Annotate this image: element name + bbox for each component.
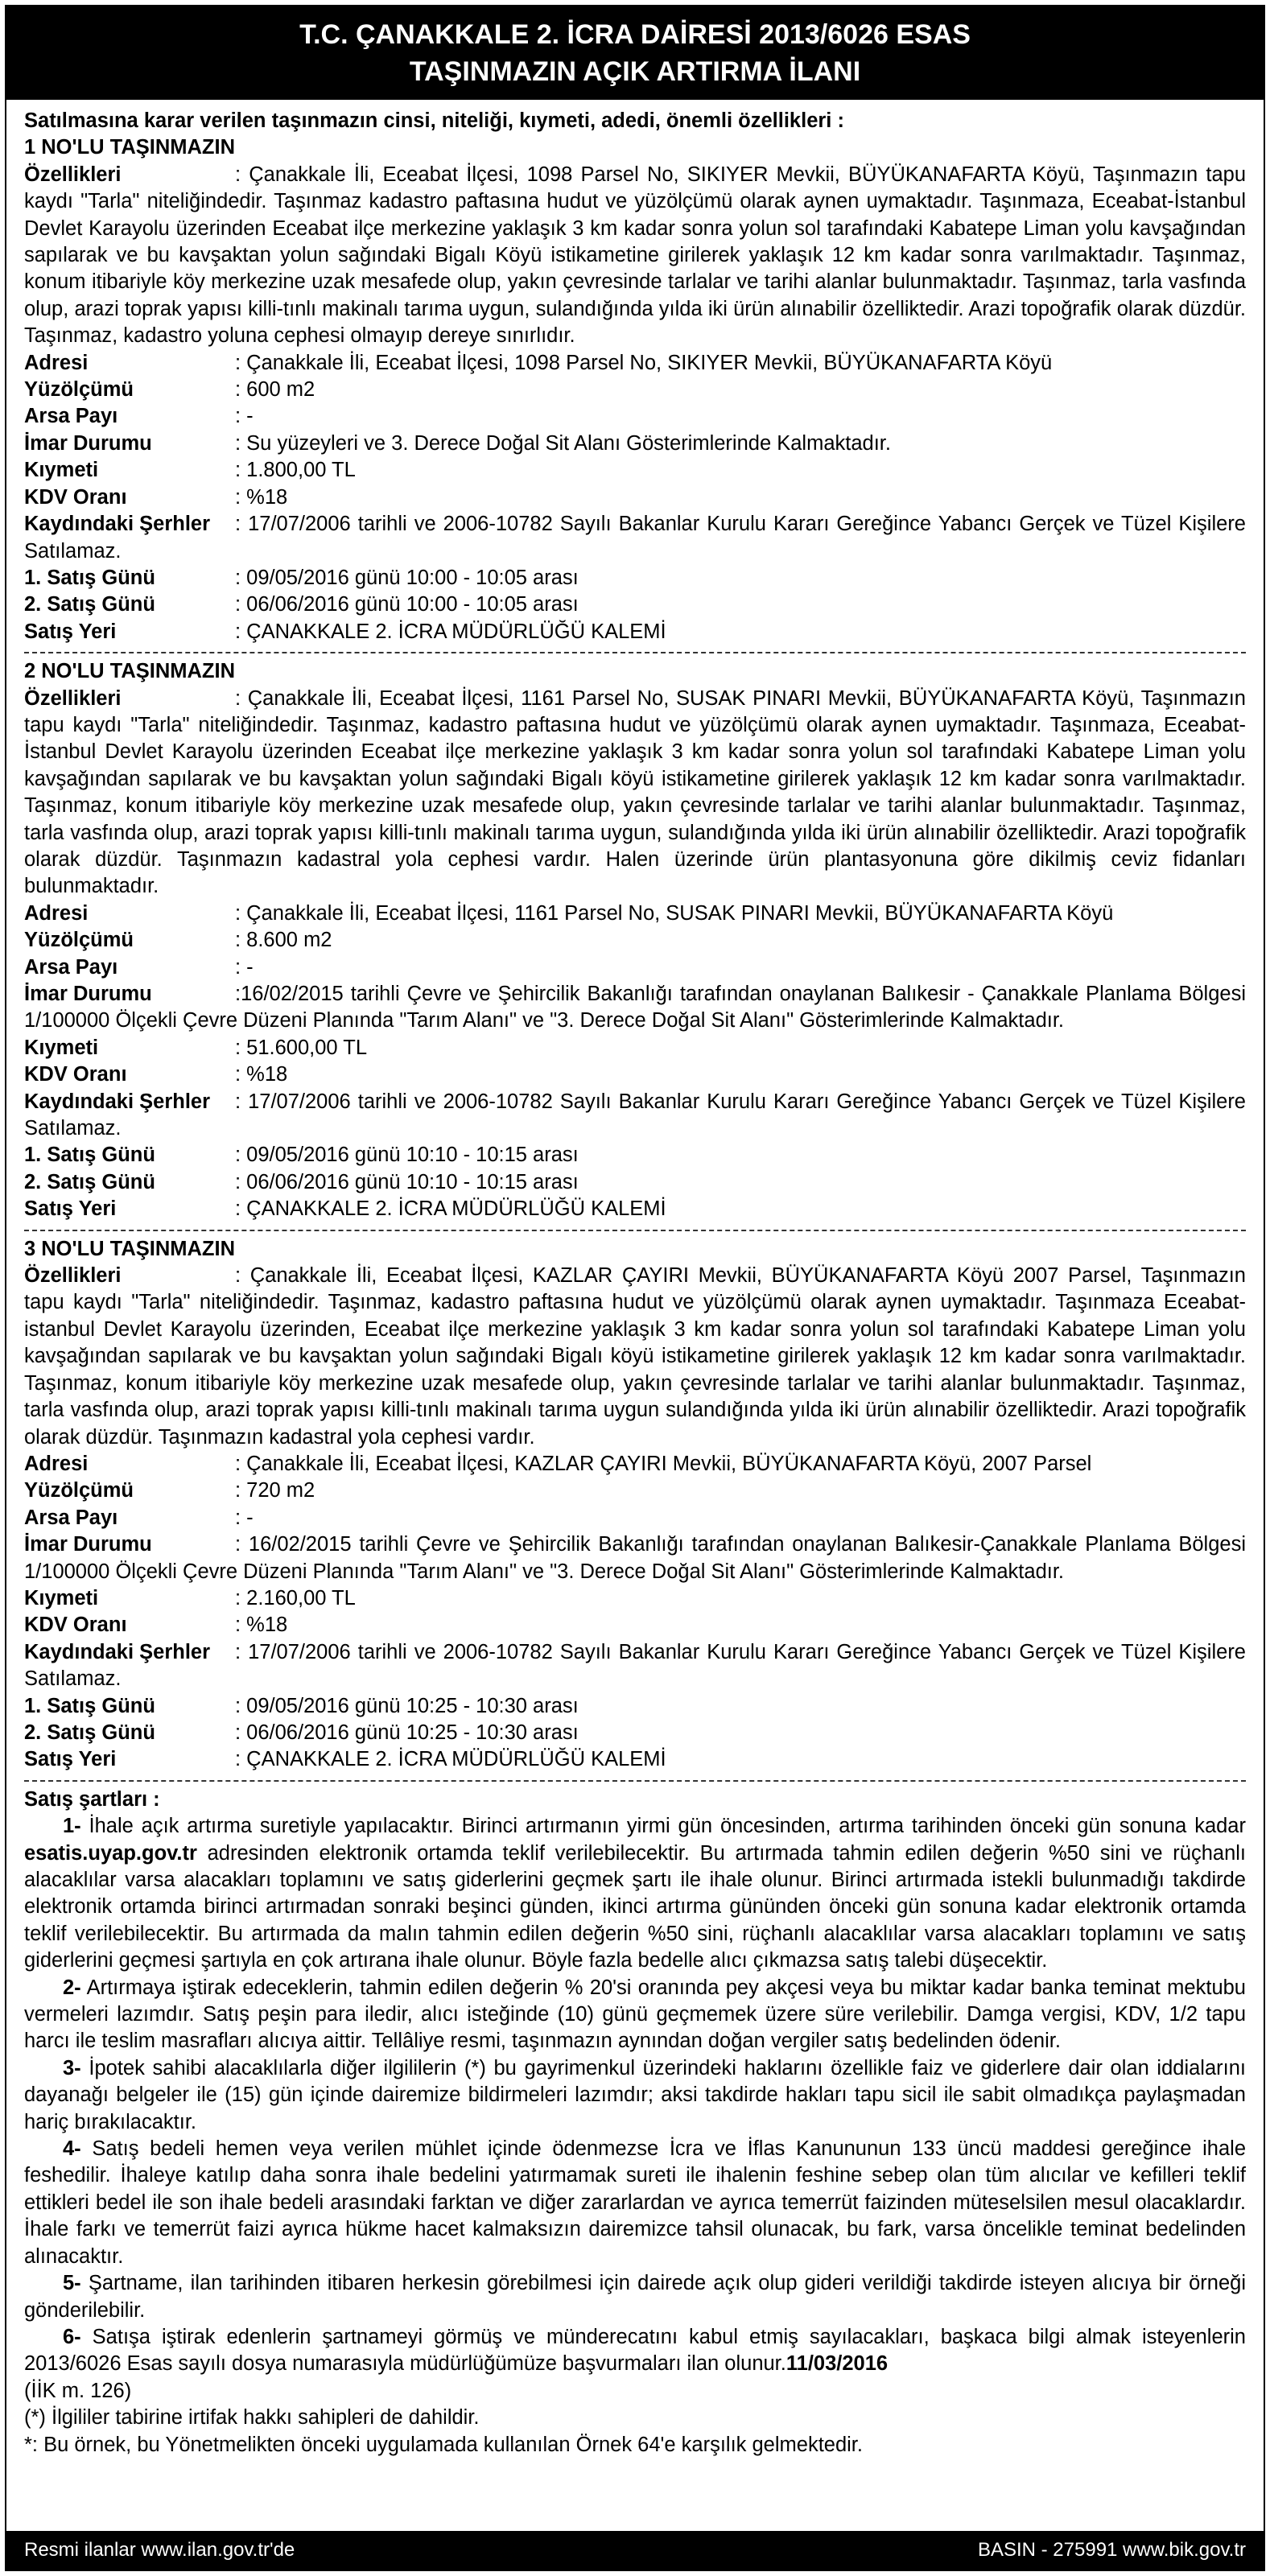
- land-share-label: Arsa Payı: [24, 405, 118, 428]
- address-row: [24, 1451, 1246, 1478]
- annotations-label: Kaydındaki Şerhler: [24, 1090, 211, 1113]
- features-value: : Çanakkale İli, Eceabat İlçesi, 1098 Parsel No, SIKIYER Mevkii, BÜYÜKANAFARTA Köyü, Taşınmazın tapu kaydı "Tarla" niteliğindedir. Taşınmaz kadastro paftasına hudut ve yüzölçümü olarak aynen uymaktadır. Taşınmaza, Eceabat-İstanbul Devlet Karayolu üzerinden Eceabat ilçe merkezine yaklaşık 3 km kadar sonra yolun sol tarafındaki Kabatepe Liman yolu kavşağından sapılarak ve bu kavşaktan yolun sağındaki Bigalı Köyü istikametine girilerek yaklaşık 12 km kadar sonra varılmaktadır. Taşınmaz, konum itibariyle köy merkezine uzak mesafede olup, yakın çevresinde tarlalar ve tarihi alanlar bulunmaktadır. Taşınmaz, tarla vasfında olup, arazi toprak yapısı killi-tınlı makinalı tarıma uygun, sulandığında yılda iki ürün alınabilir özelliktedir. Arazi topoğrafik olarak düzdür. Taşınmaz, kadastro yoluna cephesi olmayıp dereye sınırlıdır.: [24, 163, 1246, 348]
- condition-text: Satış bedeli hemen veya verilen mühlet içinde ödenmezse İcra ve İflas Kanununun 133 üncü maddesi gereğince ihale feshedilir. İhaleye katılıp daha sonra ihale bedelini yatırmamak sureti ile ihalenin feshine sebep olan tüm alıcılar ve kefilleri teklif ettikleri bedel ile son ihale bedeli arasındaki farktan ve diğer zararlardan ve ayrıca temerrüt faizinden müteselsilen mesul olacaklardır. İhale farkı ve temerrüt faizi ayrıca hükme hacet kalmaksızın dairemizce tahsil olunacak, bu fark, varsa öncelikle teminat bedelinden alınacaktır.: [24, 2137, 1246, 2268]
- condition-5: [24, 2270, 1246, 2324]
- sale-conditions: [24, 1787, 1246, 2459]
- parcel-features: [24, 162, 1246, 350]
- sale-date-1-label: 1. Satış Günü: [24, 1144, 155, 1167]
- zoning-row: [24, 981, 1246, 1035]
- condition-number: 1-: [63, 1815, 81, 1838]
- dashed-divider: [24, 1230, 1246, 1231]
- zoning-value: :16/02/2015 tarihli Çevre ve Şehircilik Bakanlığı tarafından onaylanan Balıkesir - Çanakkale Planlama Bölgesi 1/100000 Ölçekli Çevre Düzeni Planında "Tarım Alanı" ve "3. Derece Doğal Sit Alanı" Gösterimlerinde Kalmaktadır.: [24, 983, 1246, 1032]
- header-banner: [6, 6, 1264, 100]
- vat-row: [24, 484, 1246, 511]
- vat-label: KDV Oranı: [24, 1614, 127, 1637]
- parcel-section: [24, 658, 1246, 1223]
- sale-date-2-value: : 06/06/2016 günü 10:00 - 10:05 arası: [235, 593, 579, 616]
- footer-left-text: Resmi ilanlar www.ilan.gov.tr'de: [24, 2539, 295, 2561]
- sale-date-2-value: : 06/06/2016 günü 10:25 - 10:30 arası: [235, 1721, 579, 1744]
- zoning-label: İmar Durumu: [24, 1533, 152, 1556]
- condition-number: 2-: [63, 1976, 81, 1999]
- zoning-row: [24, 431, 1246, 457]
- features-label: Özellikleri: [24, 686, 122, 710]
- sale-place-value: : ÇANAKKALE 2. İCRA MÜDÜRLÜĞÜ KALEMİ: [235, 1197, 666, 1221]
- condition-3: [24, 2055, 1246, 2136]
- sale-date-2-label: 2. Satış Günü: [24, 1721, 155, 1744]
- intro-text: Satılmasına karar verilen taşınmazın cinsi, niteliği, kıymeti, adedi, önemli özellikleri :: [24, 109, 844, 132]
- condition-text: Artırmaya iştirak edeceklerin, tahmin edilen değerin % 20'si oranında pey akçesi veya bu miktar kadar banka teminat mektubu vermeleri lazımdır. Satış peşin para iledir, alıcı isteğinde (10) günü geçmemek üzere süre verilebilir. Damga vergisi, KDV, 1/2 tapu harcı ile teslim masrafları alıcıya aittir. Tellâliye resmi, taşınmazın aynından doğan vergiler satış bedelinden ödenir.: [24, 1976, 1246, 2053]
- condition-1: [24, 1813, 1246, 1974]
- sale-place-row: [24, 1746, 1246, 1773]
- sale-place-row: [24, 619, 1246, 645]
- address-value: : Çanakkale İli, Eceabat İlçesi, 1098 Parsel No, SIKIYER Mevkii, BÜYÜKANAFARTA Köyü: [235, 351, 1053, 374]
- condition-number: 3-: [63, 2056, 81, 2079]
- annotations-label: Kaydındaki Şerhler: [24, 1640, 211, 1663]
- header-subtitle: TAŞINMAZIN AÇIK ARTIRMA İLANI: [409, 56, 861, 87]
- esatis-link[interactable]: esatis.uyap.gov.tr: [24, 1841, 197, 1865]
- area-label: Yüzölçümü: [24, 378, 134, 402]
- land-share-row: [24, 1505, 1246, 1531]
- parcel-title: 1 NO'LU TAŞINMAZIN: [24, 136, 235, 159]
- condition-text: adresinden elektronik ortamda teklif verilebilecektir. Bu artırmada tahmin edilen değerin %50 sini ve rüçhanlı alacaklılar varsa alacakları toplamını ve satış giderlerini geçmek şartı ile ihale olunur. Birinci artırmada istekli bulunmadığı takdirde elektronik ortamda birinci artırmadan sonraki beşinci günden, ikinci artırma gününden önceki gün sonuna kadar elektronik ortamda teklif verilebilecektir. Bu artırmada da malın tahmin edilen değerin %50 sini, rüçhanlı alacaklılar varsa alacakları toplamını ve satış giderlerini geçmesi şartıyla en çok artırana ihale olunur. Böyle fazla bedelle alıcı çıkmazsa satış talebi düşecektir.: [24, 1841, 1246, 1972]
- condition-text: Satışa iştirak edenlerin şartnameyi görmüş ve münderecatını kabul etmiş sayılacakları, başkaca bilgi almak isteyenlerin 2013/6026 Esas sayılı dosya numarasıyla müdürlüğümüze başvurmaları ilan olunur.: [24, 2325, 1246, 2376]
- features-value: : Çanakkale İli, Eceabat İlçesi, KAZLAR ÇAYIRI Mevkii, BÜYÜKANAFARTA Köyü 2007 Parsel, Taşınmazın tapu kaydı "Tarla" niteliğindedir. Taşınmaz, kadastro paftasına hudut ve yüzölçümü olarak aynen uymaktadır. Taşınmaza Eceabat-istanbul Devlet Karayolu üzerinden, Eceabat ilçe merkezine yaklaşık 3 km kadar sonra yolun sol tarafındaki Kabatepe Liman yolu kavşağından sapılarak ve bu kavşaktan yolun sağındaki Bigalı köyü istikametine girilerek yaklaşık 12 km kadar sonra varılmaktadır. Taşınmaz, konum itibariyle köy merkezine uzak mesafede olup, yakın çevresinde tarlalar ve tarihi alanlar bulunmaktadır. Taşınmaz, tarla vasfında olup, arazi toprak yapısı killi-tınlı makinalı tarıma uygun sulandığında yılda iki ürün alınabilir özelliktedir. Arazi topoğrafik olarak düzdür. Taşınmazın kadastral yola cephesi vardır.: [24, 1264, 1246, 1449]
- sale-date-2-row: [24, 591, 1246, 618]
- sale-date-1-row: [24, 565, 1246, 591]
- parcel-features: [24, 686, 1246, 901]
- condition-number: 6-: [63, 2325, 81, 2348]
- value-label: Kıymeti: [24, 1586, 99, 1609]
- footnote: *: Bu örnek, bu Yönetmelikten önceki uygulamada kullanılan Örnek 64'e karşılık gelmektedir.: [24, 2433, 863, 2456]
- annotations-row: [24, 1089, 1246, 1143]
- annotations-row: [24, 511, 1246, 565]
- features-label: Özellikleri: [24, 163, 122, 186]
- vat-value: : %18: [235, 485, 288, 509]
- area-label: Yüzölçümü: [24, 1479, 134, 1502]
- vat-value: : %18: [235, 1063, 288, 1086]
- parcel-title: 2 NO'LU TAŞINMAZIN: [24, 660, 235, 683]
- parcel-features: [24, 1263, 1246, 1451]
- annotations-row: [24, 1639, 1246, 1693]
- zoning-value: : Su yüzeyleri ve 3. Derece Doğal Sit Alanı Gösterimlerinde Kalmaktadır.: [235, 431, 891, 455]
- land-share-value: : -: [235, 955, 254, 979]
- condition-4: [24, 2136, 1246, 2270]
- features-value: : Çanakkale İli, Eceabat İlçesi, 1161 Parsel No, SUSAK PINARI Mevkii, BÜYÜKANAFARTA Köyü, Taşınmazın tapu kaydı "Tarla" niteliğindedir. Taşınmaz, kadastro paftasına hudut ve yüzölçümü olarak aynen uymaktadır. Taşınmaza, Eceabat-İstanbul Devlet Karayolu üzerinden Eceabat ilçe merkezine yaklaşık 3 km kadar sonra yolun sol tarafındaki Kabatepe Liman yolu kavşağından sapılarak ve bu kavşaktan yolun sağındaki Bigalı köyü istikametine girilerek yaklaşık 12 km kadar sonra varılmaktadır. Taşınmaz, konum itibariyle köy merkezine uzak mesafede olup, yakın çevresinde tarlalar ve tarihi alanlar bulunmaktadır. Taşınmaz, tarla vasfında olup, arazi toprak yapısı killi-tınlı makinalı tarıma uygun, sulandığında yılda iki ürün alınabilir özelliktedir. Arazi topoğrafik olarak düzdür. Taşınmazın kadastral yola cephesi vardır. Halen üzerinde ürün plantasyonuna göre dikilmiş ceviz fidanları bulunmaktadır.: [24, 686, 1246, 898]
- footer-bar: [6, 2531, 1264, 2570]
- dashed-divider: [24, 1780, 1246, 1782]
- sale-date-1-label: 1. Satış Günü: [24, 566, 155, 589]
- features-label: Özellikleri: [24, 1264, 122, 1288]
- value-value: : 51.600,00 TL: [235, 1036, 367, 1059]
- header-title: T.C. ÇANAKKALE 2. İCRA DAİRESİ 2013/6026 ESAS: [299, 19, 971, 50]
- sale-date-2-label: 2. Satış Günü: [24, 1170, 155, 1193]
- vat-value: : %18: [235, 1614, 288, 1637]
- dashed-divider: [24, 652, 1246, 653]
- sale-date-2-row: [24, 1169, 1246, 1196]
- footnote: (*) İlgililer tabirine irtifak hakkı sahipleri de dahildir.: [24, 2406, 480, 2430]
- land-share-row: [24, 403, 1246, 430]
- land-share-row: [24, 954, 1246, 981]
- sale-date-1-row: [24, 1693, 1246, 1720]
- sale-date-1-value: : 09/05/2016 günü 10:00 - 10:05 arası: [235, 566, 579, 589]
- land-share-label: Arsa Payı: [24, 955, 118, 979]
- sale-place-value: : ÇANAKKALE 2. İCRA MÜDÜRLÜĞÜ KALEMİ: [235, 1748, 666, 1771]
- zoning-value: : 16/02/2015 tarihli Çevre ve Şehircilik Bakanlığı tarafından onaylanan Balıkesir-Çanakkale Planlama Bölgesi 1/100000 Ölçekli Çevre Düzeni Planında "Tarım Alanı" ve "3. Derece Doğal Sit Alanı" Gösterimlerinde Kalmaktadır.: [24, 1533, 1246, 1583]
- announcement-sheet: [5, 5, 1265, 2571]
- value-row: [24, 1035, 1246, 1061]
- condition-2: [24, 1975, 1246, 2055]
- area-row: [24, 377, 1246, 403]
- value-value: : 1.800,00 TL: [235, 459, 356, 482]
- address-value: : Çanakkale İli, Eceabat İlçesi, KAZLAR ÇAYIRI Mevkii, BÜYÜKANAFARTA Köyü, 2007 Parsel: [235, 1452, 1092, 1475]
- parcel-section: [24, 134, 1246, 645]
- conditions-title: Satış şartları :: [24, 1787, 160, 1811]
- address-label: Adresi: [24, 351, 89, 374]
- parcel-section: [24, 1236, 1246, 1774]
- sale-date-2-value: : 06/06/2016 günü 10:10 - 10:15 arası: [235, 1170, 579, 1193]
- value-value: : 2.160,00 TL: [235, 1586, 356, 1609]
- address-value: : Çanakkale İli, Eceabat İlçesi, 1161 Parsel No, SUSAK PINARI Mevkii, BÜYÜKANAFARTA Köyü: [235, 901, 1114, 925]
- area-value: : 720 m2: [235, 1479, 315, 1502]
- announcement-body: [6, 100, 1264, 2459]
- area-row: [24, 1478, 1246, 1504]
- zoning-label: İmar Durumu: [24, 983, 152, 1005]
- area-value: : 600 m2: [235, 378, 315, 402]
- value-label: Kıymeti: [24, 1036, 99, 1059]
- condition-number: 4-: [63, 2137, 81, 2161]
- area-row: [24, 927, 1246, 954]
- law-reference: (İİK m. 126): [24, 2379, 132, 2402]
- value-label: Kıymeti: [24, 459, 99, 482]
- vat-row: [24, 1612, 1246, 1638]
- area-value: : 8.600 m2: [235, 929, 332, 952]
- land-share-label: Arsa Payı: [24, 1506, 118, 1529]
- address-row: [24, 350, 1246, 377]
- sale-date-2-row: [24, 1720, 1246, 1746]
- land-share-value: : -: [235, 405, 254, 428]
- sale-place-label: Satış Yeri: [24, 1197, 117, 1221]
- sale-date-1-row: [24, 1142, 1246, 1168]
- footer-right-text: BASIN - 275991 www.bik.gov.tr: [977, 2539, 1246, 2561]
- condition-number: 5-: [63, 2272, 81, 2295]
- announcement-date: 11/03/2016: [786, 2352, 889, 2376]
- sale-place-row: [24, 1196, 1246, 1222]
- sale-date-2-label: 2. Satış Günü: [24, 593, 155, 616]
- zoning-row: [24, 1531, 1246, 1585]
- sale-date-1-value: : 09/05/2016 günü 10:25 - 10:30 arası: [235, 1694, 579, 1717]
- annotations-value: : 17/07/2006 tarihli ve 2006-10782 Sayılı Bakanlar Kurulu Kararı Gereğince Yabancı Gerçek ve Tüzel Kişilere Satılamaz.: [24, 1090, 1246, 1140]
- condition-text: İhale açık artırma suretiyle yapılacaktır. Birinci artırmanın yirmi gün öncesinden, artırma tarihinden önceki gün sonuna kadar: [80, 1815, 1246, 1838]
- area-label: Yüzölçümü: [24, 929, 134, 952]
- sale-place-label: Satış Yeri: [24, 620, 117, 643]
- vat-label: KDV Oranı: [24, 485, 127, 509]
- land-share-value: : -: [235, 1506, 254, 1529]
- annotations-label: Kaydındaki Şerhler: [24, 513, 211, 536]
- sale-date-1-label: 1. Satış Günü: [24, 1694, 155, 1717]
- value-row: [24, 1585, 1246, 1612]
- sale-date-1-value: : 09/05/2016 günü 10:10 - 10:15 arası: [235, 1144, 579, 1167]
- address-row: [24, 901, 1246, 927]
- condition-6: [24, 2324, 1246, 2378]
- annotations-value: : 17/07/2006 tarihli ve 2006-10782 Sayılı Bakanlar Kurulu Kararı Gereğince Yabancı Gerçek ve Tüzel Kişilere Satılamaz.: [24, 1640, 1246, 1691]
- parcel-title: 3 NO'LU TAŞINMAZIN: [24, 1237, 235, 1260]
- annotations-value: : 17/07/2006 tarihli ve 2006-10782 Sayılı Bakanlar Kurulu Kararı Gereğince Yabancı Gerçek ve Tüzel Kişilere Satılamaz.: [24, 513, 1246, 563]
- value-row: [24, 457, 1246, 484]
- condition-text: İpotek sahibi alacaklılarla diğer ilgililerin (*) bu gayrimenkul üzerindeki haklarını özellikle faiz ve giderlere dair olan iddialarını dayanağı belgeler ile (15) gün içinde dairemize bildirmeleri lazımdır; aksi takdirde hakları tapu sicil ile sabit olmadıkça paylaşmadan hariç bırakılacaktır.: [24, 2056, 1246, 2133]
- sale-place-label: Satış Yeri: [24, 1748, 117, 1771]
- address-label: Adresi: [24, 1452, 89, 1475]
- vat-row: [24, 1061, 1246, 1088]
- address-label: Adresi: [24, 901, 89, 925]
- zoning-label: İmar Durumu: [24, 431, 152, 455]
- condition-text: Şartname, ilan tarihinden itibaren herkesin görebilmesi için dairede açık olup gideri verildiği takdirde isteyen alıcıya bir örneği gönderilebilir.: [24, 2272, 1246, 2322]
- sale-place-value: : ÇANAKKALE 2. İCRA MÜDÜRLÜĞÜ KALEMİ: [235, 620, 666, 643]
- vat-label: KDV Oranı: [24, 1063, 127, 1086]
